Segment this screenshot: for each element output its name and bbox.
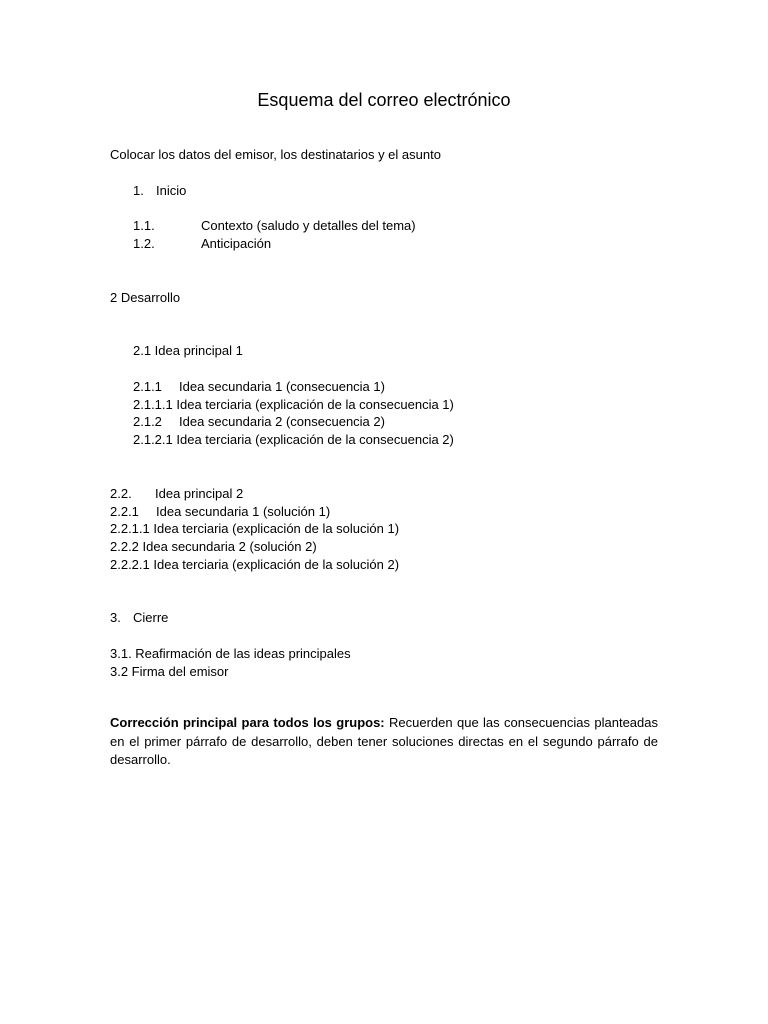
section-label: Idea secundaria 1 (solución 1) <box>156 504 331 519</box>
section-number: 1.1. <box>133 218 155 233</box>
section-number: 1.2. <box>133 236 155 251</box>
section-1-2 <box>133 235 271 252</box>
section-2-1-1 <box>133 378 385 395</box>
correction-note <box>110 714 658 770</box>
section-2-1-2 <box>133 413 385 430</box>
document-title: Esquema del correo electrónico <box>257 90 511 110</box>
section-3 <box>110 609 168 626</box>
section-label: Idea principal 2 <box>155 486 244 501</box>
correction-note-text: Recuerden que las consecuencias planteadas en el primer párrafo de desarrollo, deben tener soluciones directas en el segundo párrafo de desarrollo. <box>110 715 658 767</box>
section-2-1-2-1: 2.1.2.1 Idea terciaria (explicación de la consecuencia 2) <box>133 432 454 447</box>
section-number: 2.2.1 <box>110 504 139 519</box>
section-label: Inicio <box>156 183 187 198</box>
correction-note-label: Corrección principal para todos los grupos: <box>110 715 385 730</box>
section-2-2-2: 2.2.2 Idea secundaria 2 (solución 2) <box>110 539 317 554</box>
section-label: Idea secundaria 1 (consecuencia 1) <box>179 379 385 394</box>
section-label: Contexto (saludo y detalles del tema) <box>201 218 416 233</box>
section-2-1: 2.1 Idea principal 1 <box>133 343 243 358</box>
section-2-2-1 <box>110 503 330 520</box>
section-2-1-1-1: 2.1.1.1 Idea terciaria (explicación de la consecuencia 1) <box>133 397 454 412</box>
section-number: 1. <box>133 183 144 198</box>
section-number: 2.1.1 <box>133 379 162 394</box>
section-label: Cierre <box>133 610 169 625</box>
section-3-1: 3.1. Reafirmación de las ideas principales <box>110 646 351 661</box>
section-3-2: 3.2 Firma del emisor <box>110 664 229 679</box>
section-2-2 <box>110 485 243 502</box>
section-number: 2.2. <box>110 486 132 501</box>
section-1-1 <box>133 217 416 234</box>
section-number: 2.1.2 <box>133 414 162 429</box>
section-number: 3. <box>110 610 121 625</box>
section-2-2-1-1: 2.2.1.1 Idea terciaria (explicación de la solución 1) <box>110 521 400 536</box>
intro-text: Colocar los datos del emisor, los destinatarios y el asunto <box>110 147 441 162</box>
section-2-2-2-1: 2.2.2.1 Idea terciaria (explicación de la solución 2) <box>110 557 400 572</box>
section-1 <box>133 182 186 199</box>
section-label: Anticipación <box>201 236 272 251</box>
section-label: Idea secundaria 2 (consecuencia 2) <box>179 414 385 429</box>
section-2: 2 Desarrollo <box>110 290 181 305</box>
